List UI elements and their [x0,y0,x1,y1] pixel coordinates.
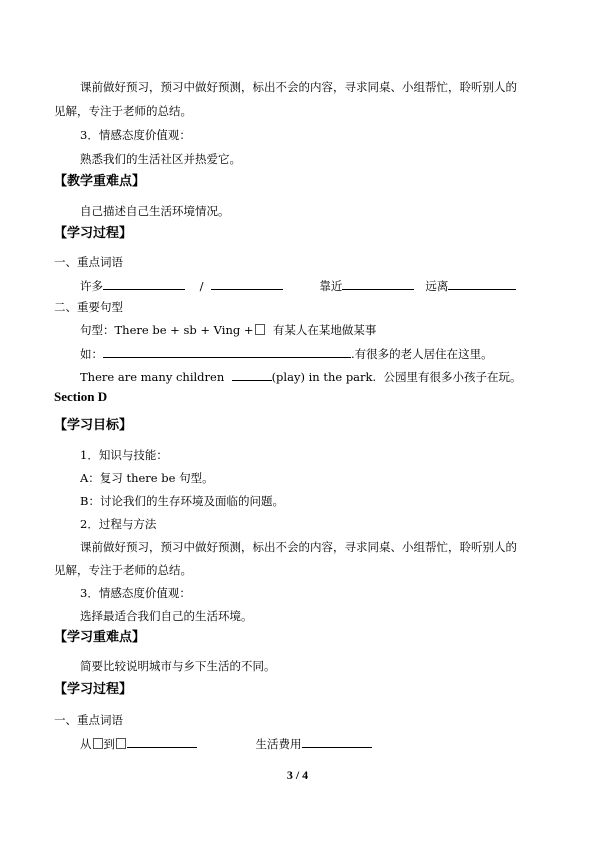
vocab-word-2: 靠近 [319,279,343,293]
answer-blank[interactable] [211,278,283,290]
heading-learning-process-2: 【学习过程】 [54,682,133,697]
sentence-pattern [80,323,376,337]
vocab2-from: 从 [80,737,92,751]
answer-blank[interactable] [302,736,372,748]
vocab-row [80,278,516,293]
page-number: 3 / 4 [286,768,309,782]
placeholder-box-icon [93,738,103,749]
difficulty-text: 自己描述自己生活环境情况。 [80,204,230,218]
emotion-text: 熟悉我们的生活社区并热爱它。 [80,152,241,166]
answer-blank[interactable] [103,346,351,358]
pattern-label: 句型：There be + sb + Ving + [80,323,254,337]
paragraph-preparation-cont: 见解，专注于老师的总结。 [54,104,192,118]
vocab-title: 一、重点词语 [54,255,123,269]
goal-1: 1．知识与技能： [80,448,168,462]
vocab2-row [80,736,372,751]
exercise-row [80,369,521,384]
heading-learning-process: 【学习过程】 [54,226,133,241]
exercise-chinese: 公园里有很多小孩子在玩。 [383,370,522,384]
goal-3-text: 选择最适合我们自己的生活环境。 [80,609,253,623]
placeholder-box-icon [255,324,265,335]
paragraph-preparation-2: 课前做好预习，预习中做好预测，标出不会的内容，寻求同桌、小组帮忙，聆听别人的 [80,540,517,554]
answer-blank[interactable] [103,278,185,290]
answer-blank[interactable] [232,369,272,381]
answer-blank[interactable] [127,736,197,748]
goal-3: 3．情感态度价值观： [80,586,191,600]
heading-teaching-difficulty: 【教学重难点】 [54,174,146,189]
heading-learning-goals: 【学习目标】 [54,418,133,433]
sentence-title: 二、重要句型 [54,300,123,314]
vocab-word-3: 远离 [425,279,449,293]
answer-blank[interactable] [342,278,414,290]
difficulty2-text: 简要比较说明城市与乡下生活的不同。 [80,659,276,673]
section-title: Section D [54,389,108,404]
placeholder-box-icon [116,738,126,749]
goal-2: 2．过程与方法 [80,517,157,531]
heading-learning-difficulty: 【学习重难点】 [54,630,146,645]
example-label: 如： [80,347,103,361]
emotion-title: 3．情感态度价值观： [80,128,191,142]
answer-blank[interactable] [448,278,516,290]
exercise-part-a: There are many children [80,370,225,384]
goal-b: B：讨论我们的生存环境及面临的问题。 [80,494,284,508]
pattern-meaning: 有某人在某地做某事 [272,323,377,337]
example-chinese: .有很多的老人居住在这里。 [351,347,493,361]
example-row [80,346,493,361]
slash-text: / [199,279,204,293]
vocab-word-1: 许多 [80,279,103,293]
paragraph-preparation-2-cont: 见解，专注于老师的总结。 [54,563,192,577]
exercise-part-b: (play) in the park. [271,370,377,384]
vocab2-title: 一、重点词语 [54,713,123,727]
vocab2-cost: 生活费用 [255,737,302,751]
paragraph-preparation: 课前做好预习，预习中做好预测，标出不会的内容，寻求同桌、小组帮忙，聆听别人的 [80,80,517,94]
goal-a: A：复习 there be 句型。 [80,471,214,485]
vocab2-to: 到 [103,737,115,751]
